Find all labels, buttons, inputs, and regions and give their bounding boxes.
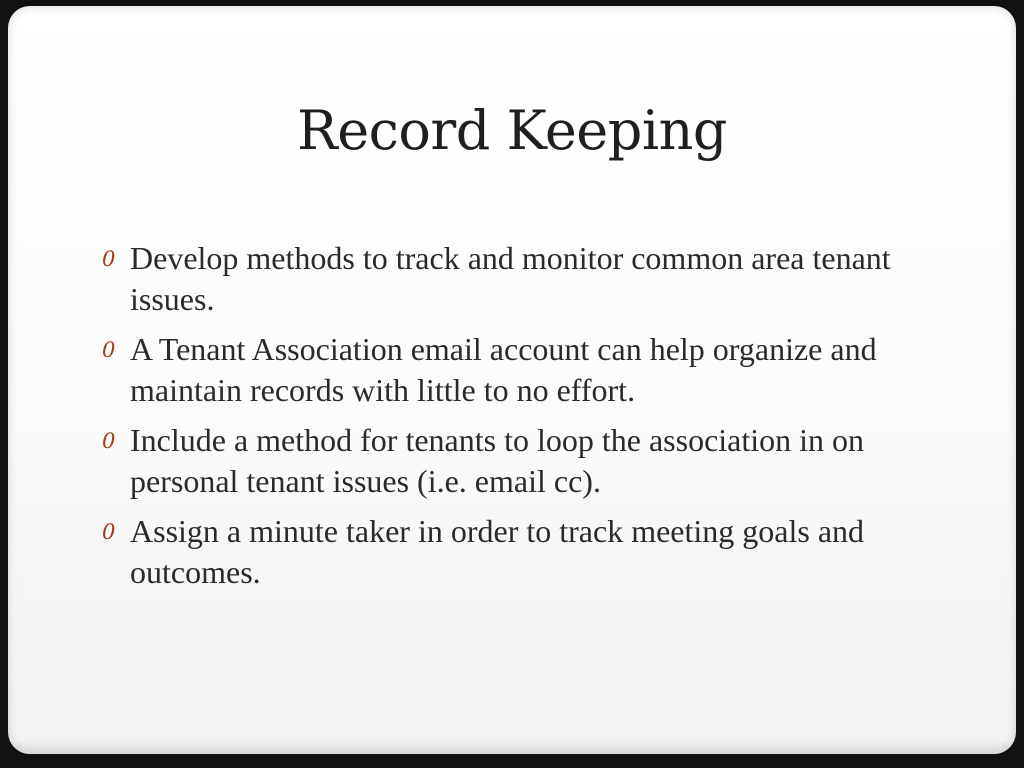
bullet-marker-icon: 0: [102, 247, 116, 271]
bullet-text: Include a method for tenants to loop the association in on personal tenant issues (i.e. email cc).: [130, 422, 865, 499]
bullet-text: Develop methods to track and monitor common area tenant issues.: [130, 240, 891, 317]
slide-title: Record Keeping: [297, 99, 727, 162]
bullet-marker-icon: 0: [102, 429, 116, 453]
bullet-marker-icon: 0: [102, 338, 116, 362]
bullet-item: [102, 329, 932, 411]
bullet-marker-icon: 0: [102, 520, 116, 544]
bullet-list: [102, 238, 932, 602]
slide-canvas: [8, 6, 1016, 754]
bullet-item: [102, 420, 932, 502]
bullet-item: [102, 238, 932, 320]
bullet-text: A Tenant Association email account can help organize and maintain records with little to no effort.: [130, 331, 877, 408]
bullet-text: Assign a minute taker in order to track meeting goals and outcomes.: [130, 513, 865, 590]
bullet-item: [102, 511, 932, 593]
